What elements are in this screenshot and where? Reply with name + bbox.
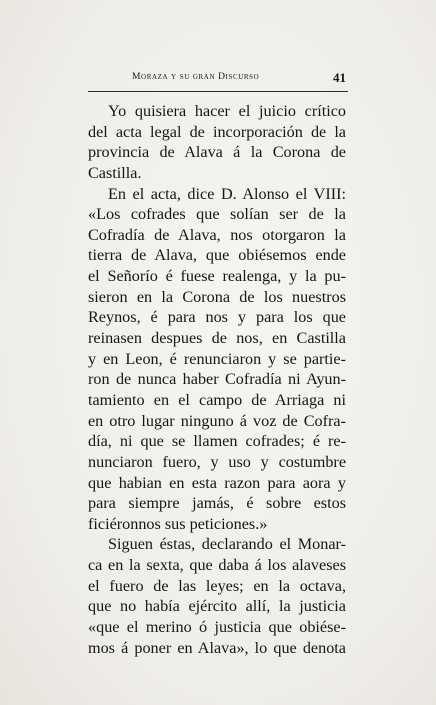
body-text [88,101,346,658]
text-line: Cofradía de Alava, nos otorgaron la [88,225,346,244]
text-line: nunciaron fuero, y uso y costumbre [88,452,346,471]
text-line: el fuero de las leyes; en la octava, [88,576,346,595]
running-title: Moraza y su gran Discurso [132,72,260,82]
text-line: Siguen éstas, declarando el Monar- [108,535,346,554]
text-line: reinasen despues de nos, en Castilla [88,329,346,348]
text-line: sieron en la Corona de los nuestros [88,287,346,306]
text-line: provincia de Alava á la Corona de [88,143,346,162]
text-line: tamiento en el campo de Arriaga ni [88,390,346,409]
header-rule [88,91,348,92]
text-line: mos á poner en Alava», lo que denota [88,638,346,657]
text-line: «Los cofrades que solían ser de la [88,205,346,224]
text-line: y en Leon, é renunciaron y se partie- [88,349,346,368]
text-line: en otro lugar ninguno á voz de Cofra- [88,411,346,430]
text-line: ca en la sexta, que daba á los alaveses [88,556,346,575]
text-line: «que el merino ó justicia que obiése- [88,618,346,637]
page-number: 41 [333,70,346,85]
text-line: En el acta, dice D. Alonso el VIII: [108,184,346,203]
running-head [88,72,346,86]
text-line: que habian en esta razon para aora y [88,473,346,492]
text-line: que no había ejército allí, la justicia [88,597,346,616]
text-line: del acta legal de incorporación de la [88,122,346,141]
text-line: ficiéronnos sus peticiones.» [88,514,268,533]
text-line: tierra de Alava, que obiésemos ende [88,246,346,265]
text-line: Reynos, é para nos y para los que [88,308,346,327]
text-line: Yo quisiera hacer el juicio crítico [108,102,346,120]
text-line: ron de nunca haber Cofradía ni Ayun- [88,370,346,389]
text-line: para siempre jamás, é sobre estos [88,494,346,513]
text-line: día, ni que se llamen cofrades; é re- [88,432,346,451]
text-line: el Señorío é fuese realenga, y la pu- [88,267,346,286]
text-line: Castilla. [88,163,142,182]
